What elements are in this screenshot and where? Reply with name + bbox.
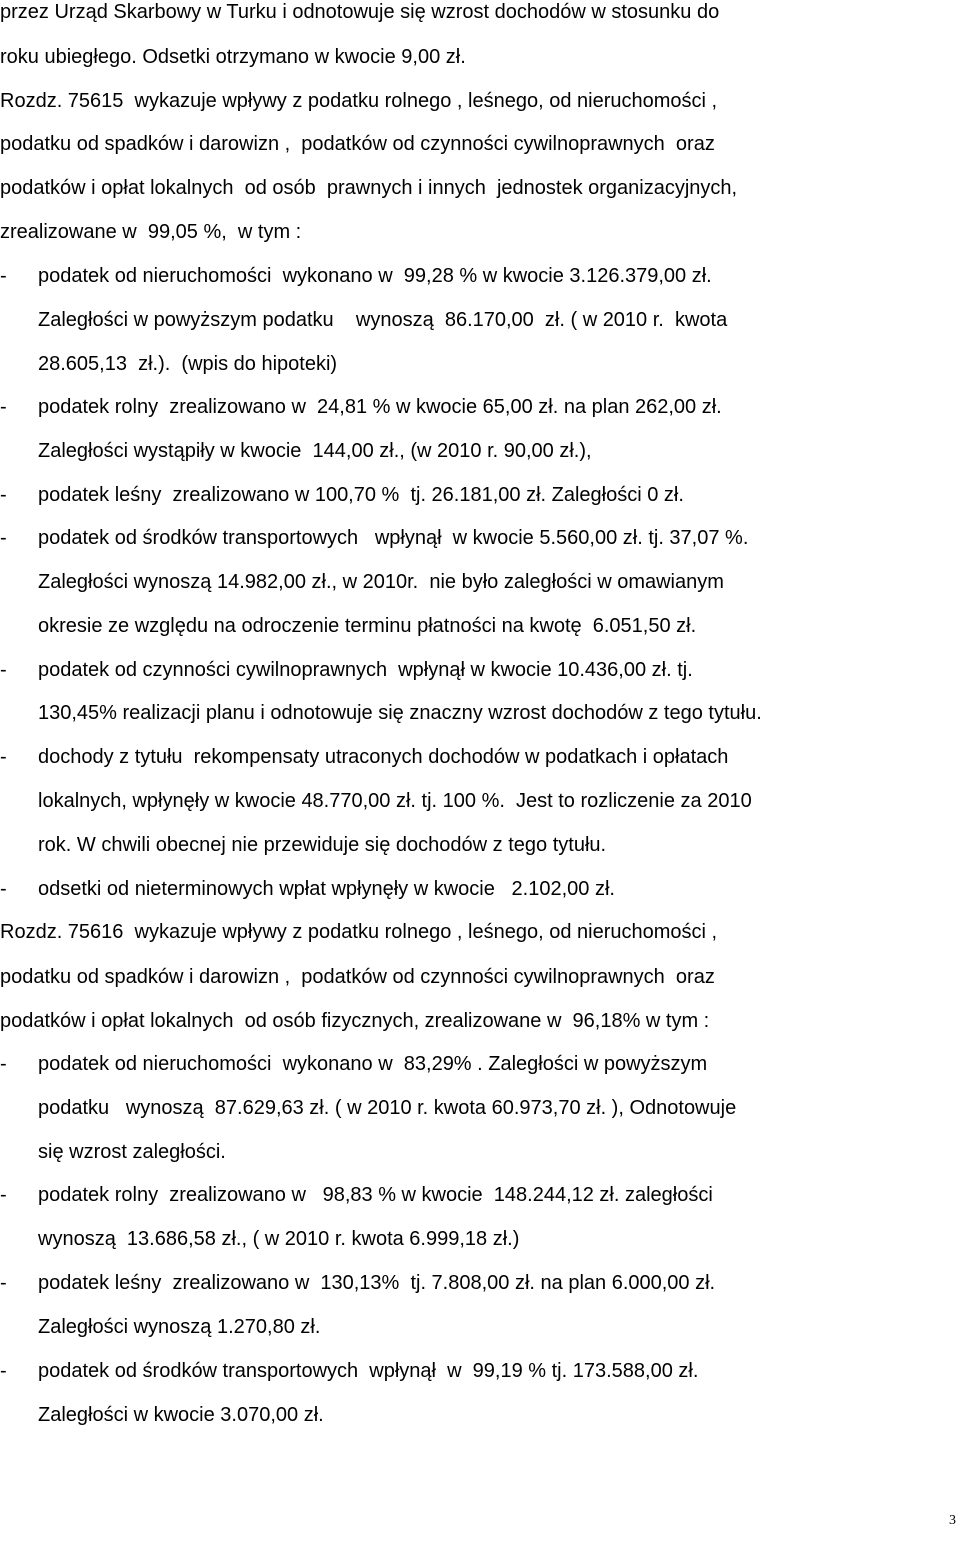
list-bullet-dash: - bbox=[0, 878, 7, 900]
text-line: okresie ze względu na odroczenie terminu płatności na kwotę 6.051,50 zł. bbox=[38, 615, 697, 637]
text-line: Zaległości wystąpiły w kwocie 144,00 zł., (w 2010 r. 90,00 zł.), bbox=[38, 440, 592, 462]
text-line: podatku od spadków i darowizn , podatków od czynności cywilnoprawnych oraz bbox=[0, 133, 715, 155]
list-item-line: podatek leśny zrealizowano w 100,70 % tj. 26.181,00 zł. Zaległości 0 zł. bbox=[38, 484, 684, 506]
text-line: Rozdz. 75615 wykazuje wpływy z podatku rolnego , leśnego, od nieruchomości , bbox=[0, 90, 718, 112]
text-line: 28.605,13 zł.). (wpis do hipoteki) bbox=[38, 353, 338, 375]
list-bullet-dash: - bbox=[0, 265, 7, 287]
text-line: się wzrost zaległości. bbox=[38, 1141, 226, 1163]
list-bullet-dash: - bbox=[0, 396, 7, 418]
text-line: 130,45% realizacji planu i odnotowuje się znaczny wzrost dochodów z tego tytułu. bbox=[38, 702, 762, 724]
list-item-line: podatek rolny zrealizowano w 98,83 % w kwocie 148.244,12 zł. zaległości bbox=[38, 1184, 713, 1206]
list-bullet-dash: - bbox=[0, 1184, 7, 1206]
list-item-line: podatek od środków transportowych wpłynął w kwocie 5.560,00 zł. tj. 37,07 %. bbox=[38, 527, 749, 549]
list-item-line: podatek od nieruchomości wykonano w 99,28 % w kwocie 3.126.379,00 zł. bbox=[38, 265, 712, 287]
page-number: 3 bbox=[949, 1513, 956, 1528]
text-line: podatku wynoszą 87.629,63 zł. ( w 2010 r. kwota 60.973,70 zł. ), Odnotowuje bbox=[38, 1097, 737, 1119]
list-bullet-dash: - bbox=[0, 746, 7, 768]
list-bullet-dash: - bbox=[0, 1360, 7, 1382]
text-line: wynoszą 13.686,58 zł., ( w 2010 r. kwota 6.999,18 zł.) bbox=[38, 1228, 520, 1250]
text-line: podatku od spadków i darowizn , podatków od czynności cywilnoprawnych oraz bbox=[0, 966, 715, 988]
text-line: Rozdz. 75616 wykazuje wpływy z podatku rolnego , leśnego, od nieruchomości , bbox=[0, 921, 718, 943]
text-line: przez Urząd Skarbowy w Turku i odnotowuje się wzrost dochodów w stosunku do bbox=[0, 1, 720, 23]
text-line: podatków i opłat lokalnych od osób prawnych i innych jednostek organizacyjnych, bbox=[0, 177, 738, 199]
text-line: rok. W chwili obecnej nie przewiduje się dochodów z tego tytułu. bbox=[38, 834, 607, 856]
text-line: Zaległości wynoszą 14.982,00 zł., w 2010r. nie było zaległości w omawianym bbox=[38, 571, 724, 593]
list-item-line: podatek od czynności cywilnoprawnych wpłynął w kwocie 10.436,00 zł. tj. bbox=[38, 659, 693, 681]
text-line: podatków i opłat lokalnych od osób fizycznych, zrealizowane w 96,18% w tym : bbox=[0, 1010, 710, 1032]
list-bullet-dash: - bbox=[0, 1053, 7, 1075]
list-item-line: dochody z tytułu rekompensaty utraconych dochodów w podatkach i opłatach bbox=[38, 746, 729, 768]
text-line: Zaległości w kwocie 3.070,00 zł. bbox=[38, 1404, 324, 1426]
text-line: roku ubiegłego. Odsetki otrzymano w kwocie 9,00 zł. bbox=[0, 46, 466, 68]
list-bullet-dash: - bbox=[0, 1272, 7, 1294]
list-item-line: odsetki od nieterminowych wpłat wpłynęły w kwocie 2.102,00 zł. bbox=[38, 878, 615, 900]
text-line: zrealizowane w 99,05 %, w tym : bbox=[0, 221, 302, 243]
list-item-line: podatek od nieruchomości wykonano w 83,29% . Zaległości w powyższym bbox=[38, 1053, 708, 1075]
text-line: Zaległości wynoszą 1.270,80 zł. bbox=[38, 1316, 321, 1338]
list-bullet-dash: - bbox=[0, 484, 7, 506]
list-bullet-dash: - bbox=[0, 527, 7, 549]
list-item-line: podatek od środków transportowych wpłynął w 99,19 % tj. 173.588,00 zł. bbox=[38, 1360, 699, 1382]
list-item-line: podatek leśny zrealizowano w 130,13% tj. 7.808,00 zł. na plan 6.000,00 zł. bbox=[38, 1272, 716, 1294]
text-line: Zaległości w powyższym podatku wynoszą 86.170,00 zł. ( w 2010 r. kwota bbox=[38, 309, 728, 331]
list-bullet-dash: - bbox=[0, 659, 7, 681]
list-item-line: podatek rolny zrealizowano w 24,81 % w kwocie 65,00 zł. na plan 262,00 zł. bbox=[38, 396, 722, 418]
text-line: lokalnych, wpłynęły w kwocie 48.770,00 zł. tj. 100 %. Jest to rozliczenie za 2010 bbox=[38, 790, 752, 812]
